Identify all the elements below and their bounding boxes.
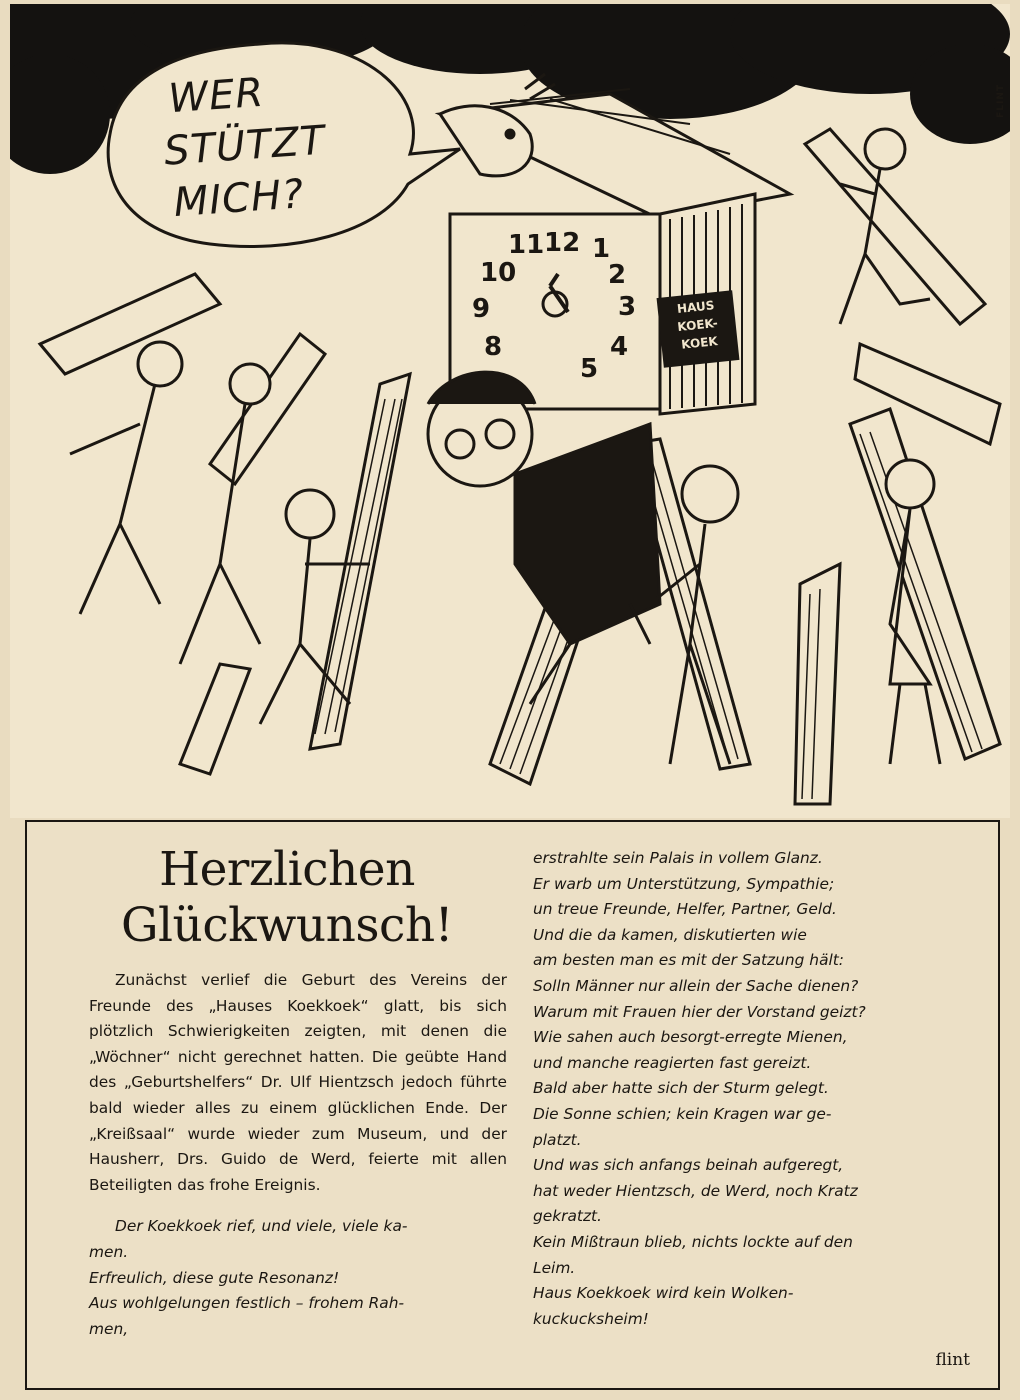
poem-line: Der Koekkoek rief, und viele, viele ka- <box>115 1217 408 1236</box>
article-paragraph: Zunächst verlief die Geburt des Vereins der Freunde des „Hauses Koekkoek“ glatt, bis sich plötzlich Schwierigkeiten zeigten, mit denen die „Wöchner“ nicht gerechnet hatten. Die geübte Hand des „Geburtshelfers“ Dr. Ulf Hientzsch jedoch führte bald wieder alles zu einem glücklichen Ende. Der „Kreißsaal“ wurde wieder zum Museum, und der Hausherr, Drs. Guido de Werd, feierte mit allen Beteiligten das frohe Ereignis. <box>89 971 507 1194</box>
sign-line-3: KOEK <box>680 334 719 352</box>
poem-line: hat weder Hientzsch, de Werd, noch Kratz <box>533 1181 858 1200</box>
left-column <box>89 968 507 1342</box>
speech-line-3: MICH? <box>172 171 306 227</box>
poem-line: kuckucksheim! <box>533 1309 649 1328</box>
poem-line: men. <box>89 1242 129 1261</box>
speech-line-2: STÜTZT <box>162 117 327 175</box>
clock-number: 5 <box>580 354 599 384</box>
clock-number: 8 <box>484 332 503 362</box>
sign-line-1: HAUS <box>676 298 716 317</box>
poem-line: erstrahlte sein Palais in vollem Glanz. <box>533 849 823 867</box>
haus-koekkoek-sign <box>657 290 740 368</box>
clock-number: 10 <box>480 258 517 288</box>
headline-line-2: Glückwunsch! <box>120 898 454 953</box>
poem-line: und manche reagierten fast gereizt. <box>533 1053 812 1072</box>
poem-line: gekratzt. <box>533 1207 602 1226</box>
poem-line: Kein Mißtraun blieb, nichts lockte auf den <box>533 1232 853 1251</box>
poem-line: Solln Männer nur allein der Sache dienen? <box>533 976 859 995</box>
clock-number: 11 <box>508 230 545 260</box>
poem-line: platzt. <box>533 1130 582 1149</box>
clock-number: 3 <box>618 292 637 322</box>
headline-line-1: Herzlichen <box>159 842 415 897</box>
clock-number: 1 <box>592 234 611 264</box>
poem-line: Erfreulich, diese gute Resonanz! <box>89 1268 340 1287</box>
poem-line: Wie sahen auch besorgt-erregte Mienen, <box>533 1028 848 1047</box>
clock-number: 2 <box>608 260 627 290</box>
poem-line: Die Sonne schien; kein Kragen war ge- <box>533 1104 832 1123</box>
poem-line: un treue Freunde, Helfer, Partner, Geld. <box>533 900 837 919</box>
right-column-poem <box>533 846 973 1332</box>
poem-line: Leim. <box>533 1258 576 1277</box>
poem-line: Bald aber hatte sich der Sturm gelegt. <box>533 1079 829 1098</box>
speech-bubble-text <box>155 58 395 230</box>
poem-line: Er warb um Unterstützung, Sympathie; <box>533 874 835 893</box>
poem-line: men, <box>89 1319 129 1338</box>
poem-line: Haus Koekkoek wird kein Wolken- <box>533 1284 794 1303</box>
poem-line: am besten man es mit der Satzung hält: <box>533 951 844 970</box>
poem-line: Aus wohlgelungen festlich – frohem Rah- <box>89 1294 405 1313</box>
cuckoo-clock <box>440 74 790 414</box>
poem-line: Und was sich anfangs beinah aufgeregt, <box>533 1156 844 1175</box>
speech-line-1: WER <box>167 69 266 123</box>
article-headline <box>87 842 487 954</box>
clock-number: 12 <box>544 228 581 258</box>
article-box <box>25 820 1000 1390</box>
poem-left <box>89 1214 507 1342</box>
poem-line: Warum mit Frauen hier der Vorstand geizt? <box>533 1002 866 1021</box>
cartoon-illustration <box>10 4 1010 818</box>
clock-number: 4 <box>610 332 629 362</box>
artist-signature: FLINT <box>996 84 1006 118</box>
clock-number: 9 <box>472 294 491 324</box>
sign-line-2: KOEK- <box>676 315 719 335</box>
poem-line: Und die da kamen, diskutierten wie <box>533 925 807 944</box>
author-signature: flint <box>935 1350 970 1370</box>
